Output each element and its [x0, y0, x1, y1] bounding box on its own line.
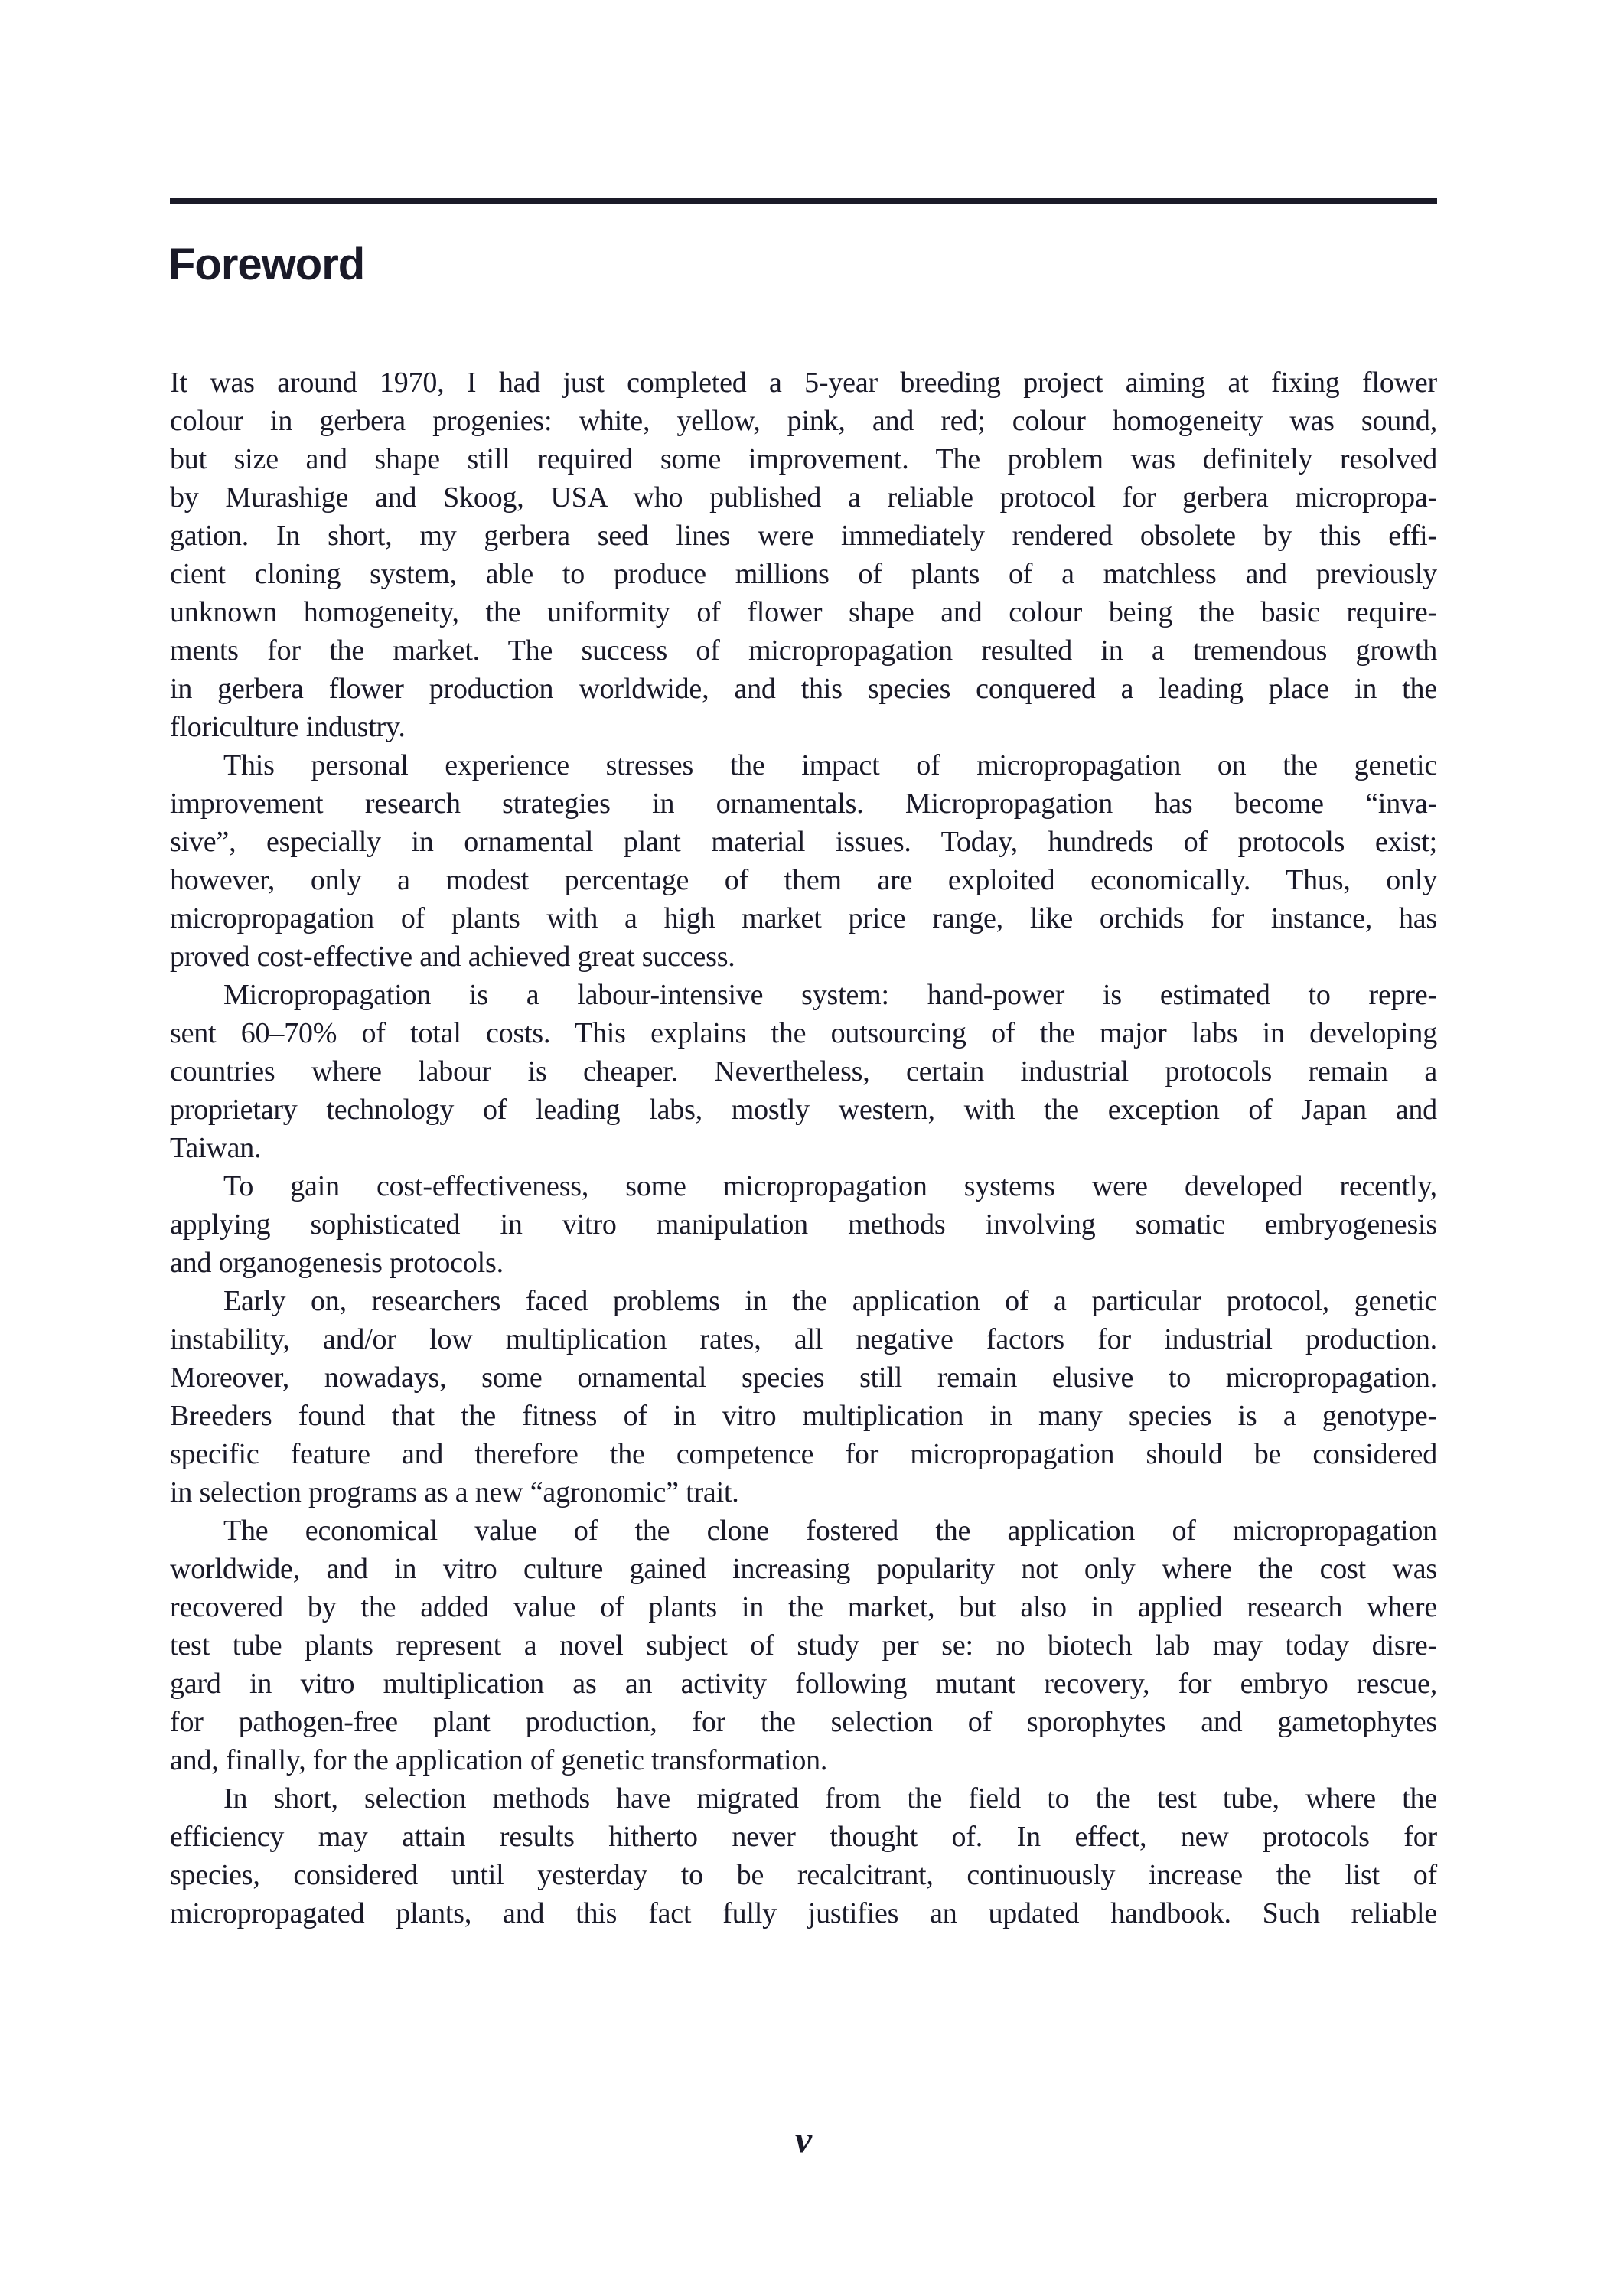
chapter-rule	[170, 198, 1437, 204]
text-line: gard in vitro multiplication as an activity following mutant recovery, for embryo rescue,	[170, 1668, 1437, 1700]
text-line: Early on, researchers faced problems in the application of a particular protocol, genetic	[223, 1285, 1437, 1317]
text-line: recovered by the added value of plants in the market, but also in applied research where	[170, 1591, 1437, 1623]
text-line: ments for the market. The success of micropropagation resulted in a tremendous growth	[170, 634, 1437, 667]
text-line: micropropagated plants, and this fact fully justifies an updated handbook. Such reliable	[170, 1897, 1437, 1929]
text-line: in selection programs as a new “agronomic” trait.	[170, 1476, 739, 1508]
page-number: v	[794, 2118, 813, 2161]
text-line: instability, and/or low multiplication rates, all negative factors for industrial production.	[170, 1323, 1437, 1355]
text-line: Breeders found that the fitness of in vitro multiplication in many species is a genotype-	[170, 1400, 1437, 1432]
text-line: by Murashige and Skoog, USA who published a reliable protocol for gerbera micropropa-	[170, 481, 1437, 514]
text-line: and, finally, for the application of genetic transformation.	[170, 1744, 828, 1776]
text-line: Moreover, nowadays, some ornamental species still remain elusive to micropropagation.	[170, 1362, 1437, 1394]
text-line: countries where labour is cheaper. Nevertheless, certain industrial protocols remain a	[170, 1055, 1437, 1088]
text-line: In short, selection methods have migrated from the field to the test tube, where the	[223, 1782, 1437, 1815]
text-line: worldwide, and in vitro culture gained increasing popularity not only where the cost was	[170, 1553, 1437, 1585]
text-line: Micropropagation is a labour-intensive system: hand-power is estimated to repre-	[223, 979, 1437, 1011]
text-line: proved cost-effective and achieved great success.	[170, 941, 735, 973]
text-line: proprietary technology of leading labs, mostly western, with the exception of Japan and	[170, 1094, 1437, 1126]
text-line: applying sophisticated in vitro manipulation methods involving somatic embryogenesis	[170, 1208, 1437, 1241]
text-line: but size and shape still required some improvement. The problem was definitely resolved	[170, 443, 1437, 475]
text-line: The economical value of the clone fostered the application of micropropagation	[223, 1515, 1437, 1547]
text-line: improvement research strategies in ornamentals. Micropropagation has become “inva-	[170, 788, 1437, 820]
text-line: To gain cost-effectiveness, some micropropagation systems were developed recently,	[223, 1170, 1437, 1202]
text-line: gation. In short, my gerbera seed lines were immediately rendered obsolete by this effi-	[170, 520, 1437, 552]
page-title: Foreword	[168, 240, 365, 289]
text-line: efficiency may attain results hitherto never thought of. In effect, new protocols for	[170, 1821, 1437, 1853]
text-line: and organogenesis protocols.	[170, 1247, 504, 1279]
text-line: specific feature and therefore the competence for micropropagation should be considered	[170, 1438, 1437, 1470]
text-line: cient cloning system, able to produce millions of plants of a matchless and previously	[170, 558, 1437, 590]
text-line: however, only a modest percentage of them are exploited economically. Thus, only	[170, 864, 1437, 896]
text-line: colour in gerbera progenies: white, yellow, pink, and red; colour homogeneity was sound,	[170, 405, 1437, 437]
text-line: sive”, especially in ornamental plant material issues. Today, hundreds of protocols exist;	[170, 826, 1437, 858]
text-line: in gerbera flower production worldwide, and this species conquered a leading place in the	[170, 673, 1437, 705]
text-line: unknown homogeneity, the uniformity of flower shape and colour being the basic require-	[170, 596, 1437, 628]
body-text	[170, 364, 1437, 1932]
text-line: Taiwan.	[170, 1132, 262, 1164]
text-line: It was around 1970, I had just completed a 5-year breeding project aiming at fixing flower	[170, 367, 1437, 399]
text-line: test tube plants represent a novel subject of study per se: no biotech lab may today disre-	[170, 1629, 1437, 1662]
text-line: species, considered until yesterday to be recalcitrant, continuously increase the list of	[170, 1859, 1437, 1891]
text-line: This personal experience stresses the impact of micropropagation on the genetic	[223, 749, 1437, 781]
text-line: floriculture industry.	[170, 711, 406, 743]
text-line: sent 60–70% of total costs. This explains the outsourcing of the major labs in developing	[170, 1017, 1437, 1049]
text-line: for pathogen-free plant production, for the selection of sporophytes and gametophytes	[170, 1706, 1437, 1738]
text-line: micropropagation of plants with a high market price range, like orchids for instance, has	[170, 902, 1437, 934]
